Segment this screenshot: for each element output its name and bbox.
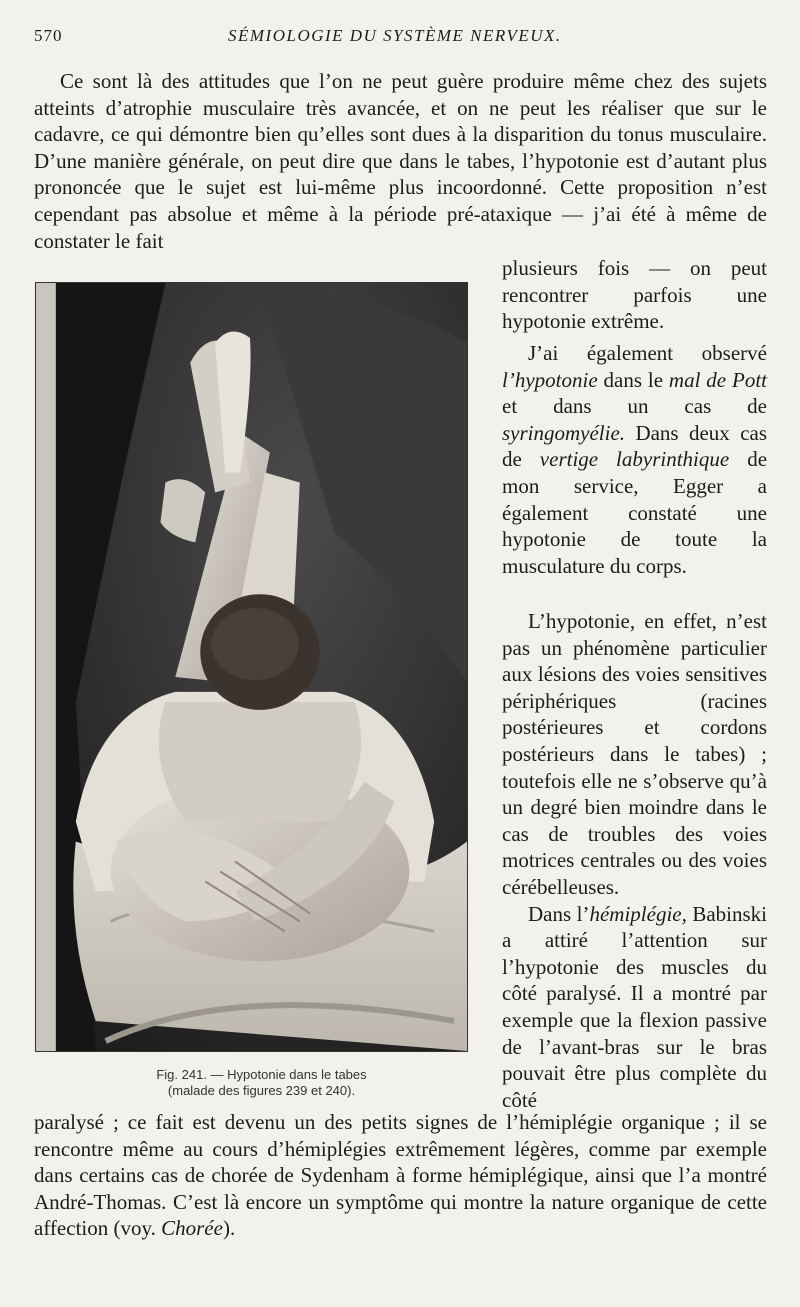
italic-term: mal de Pott bbox=[668, 367, 767, 392]
italic-term: Chorée bbox=[161, 1216, 223, 1241]
text-run: de mon service, Egger a également constaté une hypotonie de toute la musculature du corps. bbox=[502, 447, 768, 578]
figure-241 bbox=[35, 282, 468, 1098]
text-run: Dans deux cas de bbox=[502, 420, 768, 472]
running-title: SÉMIOLOGIE DU SYSTÈME NERVEUX. bbox=[228, 26, 562, 45]
text-run: dans le bbox=[603, 367, 664, 392]
text-run: ). bbox=[222, 1216, 236, 1241]
caption-line-1: Fig. 241. — Hypotonie dans le tabes bbox=[156, 1067, 367, 1082]
text-run: Dans l’ bbox=[528, 901, 590, 926]
paragraph-text: L’hypotonie, en effet, n’est pas un phénomène particulier aux lésions des voies sensitives périphériques (racines postérieures et cordons postérieurs dans le tabes) ; toutefois elle ne s’observe qu’à un degré bien moindre dans le cas de troubles des voies motrices centrales ou des voies cérébelleuses. bbox=[502, 609, 767, 899]
paragraph-hemiplegie-tail bbox=[34, 1109, 767, 1242]
figure-photograph bbox=[35, 282, 468, 1052]
running-head bbox=[0, 26, 800, 50]
caption-line-2: (malade des figures 239 et 240). bbox=[167, 1083, 356, 1098]
text-run: et dans un cas de bbox=[502, 394, 767, 419]
page-number: 570 bbox=[34, 26, 63, 45]
paragraph-pott bbox=[502, 340, 767, 579]
figure-caption bbox=[35, 1067, 468, 1099]
text-run: paralysé ; ce fait est devenu un des petits signes de l’hémiplégie organique ; il se rencontre même au cours d’hémiplégies extrêmement légères, comme par exemple dans certains cas de chorée de Sydenham à forme hémiplégique, ainsi que l’a montré André-Thomas. C’est là encore un symptôme qui montre la nature organique de cette affection (voy. bbox=[34, 1110, 767, 1241]
italic-term: syringomyélie. bbox=[502, 420, 626, 445]
photograph-illustration bbox=[36, 283, 467, 1051]
text-run: J’ai également observé bbox=[528, 341, 767, 365]
italic-term: l’hypotonie bbox=[502, 367, 598, 392]
italic-term: vertige labyrinthique bbox=[539, 447, 730, 472]
paragraph-hemiplegie bbox=[502, 901, 767, 1114]
paragraph-hypotonie-effet bbox=[502, 608, 767, 1113]
text-run: Babinski a attiré l’attention sur l’hypotonie des muscles du côté paralysé. Il a montré par exemple que la flexion passive de l’avant-bras sur le bras pouvait être plus complète du côté bbox=[502, 901, 767, 1112]
italic-term: hémiplégie, bbox=[589, 901, 687, 926]
paragraph-atrophy-continuation: plusieurs fois — on peut rencontrer parfois une hypotonie extrême. bbox=[502, 256, 767, 334]
paragraph-atrophy: Ce sont là des attitudes que l’on ne peut guère produire même chez des sujets atteints d’atrophie musculaire très avancée, et on ne peut les réaliser que sur le cadavre, ce qui démontre bien qu’elles sont dues à la disparition du tonus musculaire. D’une manière générale, on peut dire que dans le tabes, l’hypotonie est d’autant plus prononcée que le sujet est lui-même plus incoordonné. Cette proposition n’est cependant pas absolue et même à la période pré-ataxique — j’ai été à même de constater le fait bbox=[34, 69, 767, 253]
